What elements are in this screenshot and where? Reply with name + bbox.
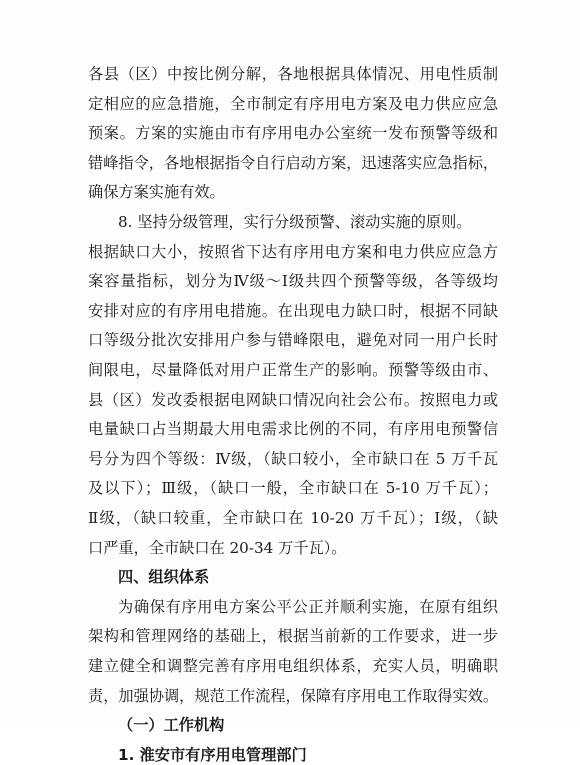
item-heading: 1. 淮安市有序用电管理部门 <box>118 745 307 764</box>
text-line: 根据缺口大小，按照省下达有序用电方案和电力供应应急方 <box>88 242 498 261</box>
text-line: 错峰指令，各地根据指令自行启动方案，迅速落实应急指标， <box>88 153 498 172</box>
text-line: 责，加强协调，规范工作流程，保障有序用电工作取得实效。 <box>88 686 498 705</box>
text-line: 确保方案实施有效。 <box>88 183 225 202</box>
section-heading: 四、组织体系 <box>118 568 210 587</box>
text-line: 及以下）；Ⅲ级，（缺口一般，全市缺口在 5-10 万千瓦）； <box>88 479 498 498</box>
text-line: 间限电，尽量降低对用户正常生产的影响。预警等级由市、 <box>88 361 498 379</box>
text-line: 案容量指标，划分为Ⅳ级～Ⅰ级共四个预警等级，各等级均 <box>88 272 498 291</box>
subsection-heading: （一）工作机构 <box>118 716 225 735</box>
text-line: Ⅱ级，（缺口较重，全市缺口在 10-20 万千瓦）；Ⅰ级，（缺 <box>88 509 498 527</box>
text-line: 定相应的应急措施，全市制定有序用电方案及电力供应应急 <box>88 94 498 113</box>
text-line: 8. 坚持分级管理，实行分级预警、滚动实施的原则。 <box>118 213 472 231</box>
text-line: 县（区）发改委根据电网缺口情况向社会公布。按照电力或 <box>88 390 498 409</box>
text-line: 为确保有序用电方案公平公正并顺利实施，在原有组织 <box>118 597 498 616</box>
text-line: 架构和管理网络的基础上，根据当前新的工作要求，进一步 <box>88 627 498 646</box>
text-line: 口严重，全市缺口在 20-34 万千瓦）。 <box>88 538 347 557</box>
text-line: 建立健全和调整完善有序用电组织体系，充实人员，明确职 <box>88 657 498 675</box>
text-line: 预案。方案的实施由市有序用电办公室统一发布预警等级和 <box>88 124 498 143</box>
text-line: 各县（区）中按比例分解，各地根据具体情况、用电性质制 <box>88 65 498 83</box>
text-line: 安排对应的有序用电措施。在出现电力缺口时，根据不同缺 <box>88 301 498 320</box>
text-line: 号分为四个等级：Ⅳ级，（缺口较小，全市缺口在 5 万千瓦 <box>88 449 498 468</box>
text-line: 口等级分批次安排用户参与错峰限电，避免对同一用户长时 <box>88 331 498 350</box>
text-line: 电量缺口占当期最大用电需求比例的不同，有序用电预警信 <box>88 420 498 439</box>
